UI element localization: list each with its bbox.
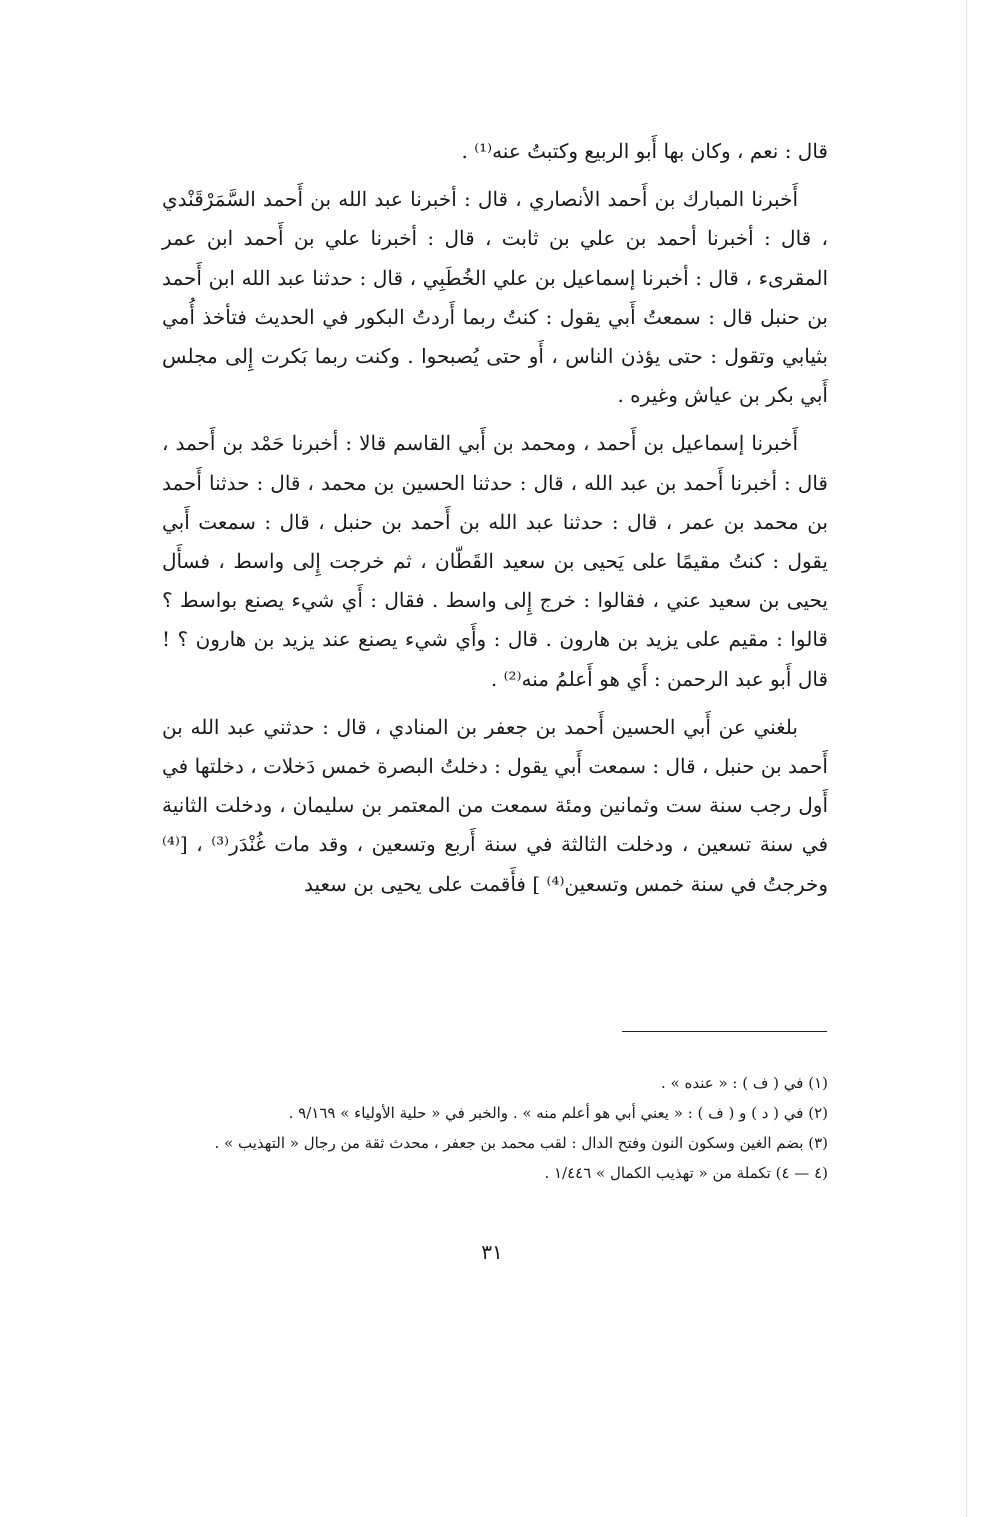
paragraph-2: أَخبرنا المبارك بن أَحمد الأنصاري ، قال : أخبرنا عبد الله بن أَحمد السَّمَرْقَنْدي ، قال : أخبرنا أحمد بن علي بن ثابت ، قال : أخبرنا علي بن أَحمد ابن عمر المقرىء ، قال : أخبرنا إسماعيل بن علي الخُطَبِي ، قال : حدثنا عبد الله ابن أَحمد بن حنبل قال : سمعتُ أَبي يقول : كنتُ ربما أَردتُ البكور في الحديث فتأخذ أُمي بثيابي وتقول : حتى يؤذن الناس ، أَو حتى يُصبحوا . وكنت ربما بَكرت إِلى مجلس أَبي بكر بن عياش وغيره .	[162, 187, 828, 408]
page-number: ٣١	[481, 1240, 503, 1264]
paragraph-1: قال : نعم ، وكان بها أَبو الربيع وكتبتُ عنه⁽¹⁾ .	[461, 139, 828, 163]
footnote-4: (٤ — ٤) تكملة من « تهذيب الكمال » ١/٤٤٦ .	[544, 1164, 828, 1182]
scan-edge-line	[966, 0, 967, 1517]
paragraph-3: أَخبرنا إسماعيل بن أَحمد ، ومحمد بن أَبي القاسم قالا : أخبرنا حَمْد بن أَحمد ، قال : أخبرنا أَحمد بن عبد الله ، قال : حدثنا الحسين بن محمد ، قال : حدثنا أَحمد بن محمد بن عمر ، قال : حدثنا عبد الله بن أَحمد بن حنبل ، قال : سمعت أَبي يقول : كنتُ مقيمًا على يَحيى بن سعيد القَطّان ، ثم خرجت إِلى واسط ، فسأَل يحيى بن سعيد عني ، فقالوا : خرج إِلى واسط . فقال : أَي شيء يصنع بواسط ؟ قالوا : مقيم على يزيد بن هارون . قال : وأَي شيء يصنع عند يزيد بن هارون ؟ ! قال أَبو عبد الرحمن : أَي هو أَعلمُ منه⁽²⁾ .	[162, 431, 828, 691]
footnotes	[162, 1068, 828, 1188]
footnote-divider	[622, 1031, 827, 1032]
footnote-1: (١) في ( ف ) : « عنده » .	[661, 1074, 828, 1092]
main-text	[162, 132, 828, 913]
footnote-2: (٢) في ( د ) و ( ف ) : « يعني أبي هو أعلم منه » . والخبر في « حلية الأولياء » ٩/١٦٩ .	[288, 1104, 828, 1122]
footnote-3: (٣) بضم الغين وسكون النون وفتح الدال : لقب محمد بن جعفر ، محدث ثقة من رجال « التهذيب » .	[214, 1134, 828, 1152]
paragraph-4: بلغني عن أَبي الحسين أَحمد بن جعفر بن المنادي ، قال : حدثني عبد الله بن أَحمد بن حنبل ، قال : سمعت أَبي يقول : دخلتُ البصرة خمس دَخلات ، دخلتها في أَول رجب سنة ست وثمانين ومئة سمعت من المعتمر بن سليمان ، ودخلت الثانية في سنة تسعين ، ودخلت الثالثة في سنة أَربع وتسعين ، وقد مات غُنْدَر⁽³⁾ ، [⁽⁴⁾وخرجتُ في سنة خمس وتسعين⁽⁴⁾ ] فأَقمت على يحيى بن سعيد	[162, 714, 829, 896]
